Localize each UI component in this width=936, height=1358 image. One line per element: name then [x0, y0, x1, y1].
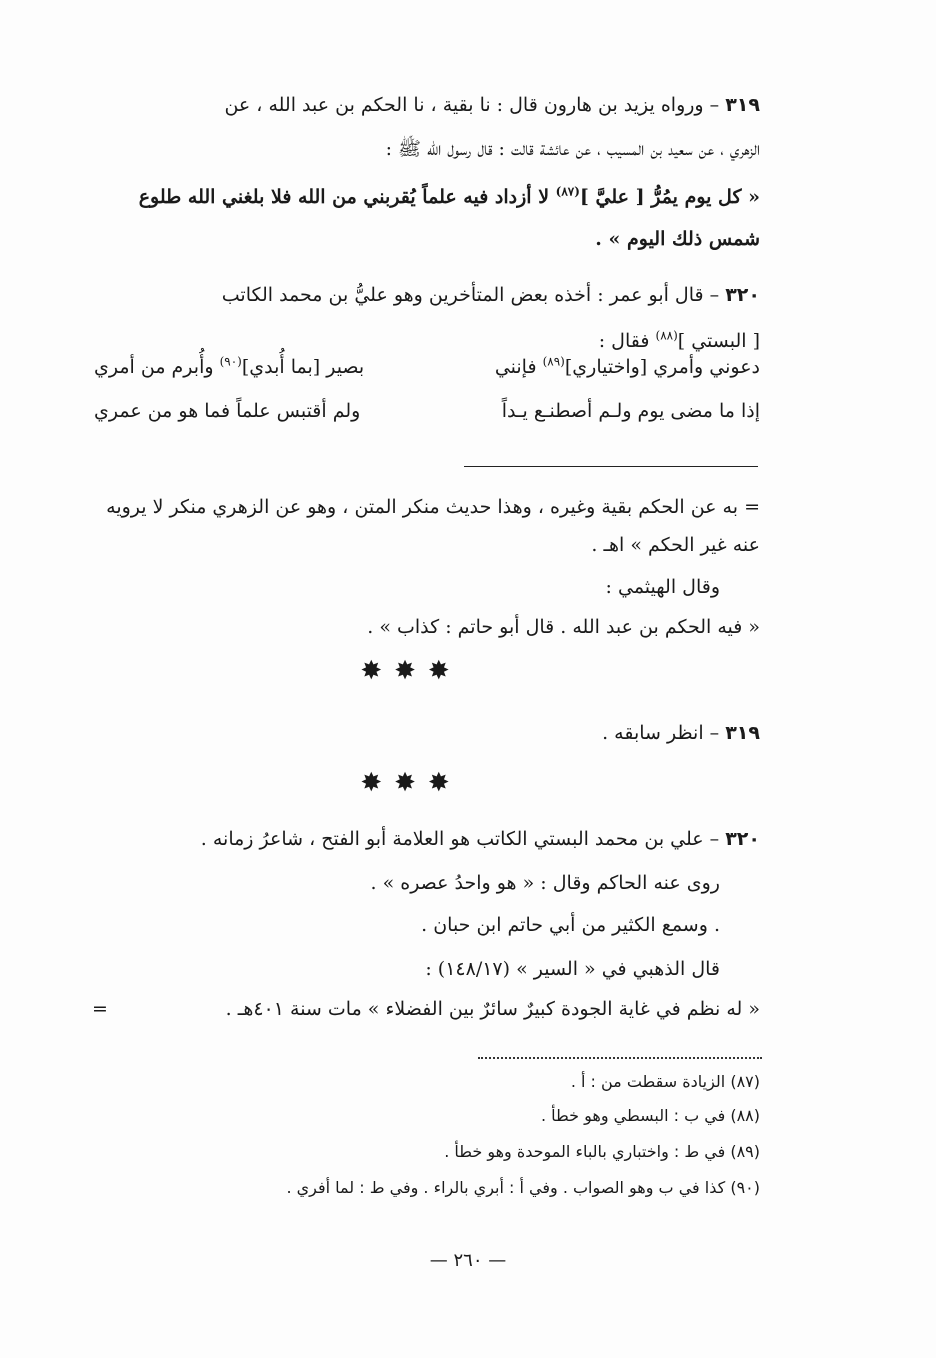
entry-320-line1 — [62, 272, 760, 318]
verse2-second-hemistich: ولم أقتبس علماً فما هو من عمري — [94, 400, 361, 422]
commentary-quote: « فيه الحكم بن عبد الله . قال أبو حاتم : كذاب » . — [367, 616, 760, 638]
verse2-first-hemistich: إذا ما مضى يوم ولـم أصطنـع يـداً — [501, 400, 760, 422]
entry-number: ٣٢٠ — [725, 828, 760, 850]
note-320-line4: قال الذهبي في « السير » (١٤٨/١٧) : — [425, 958, 720, 980]
note-text: – انظر سابقه . — [602, 722, 720, 744]
verse1-first-hemistich — [495, 356, 760, 378]
footnote-ref: (٨٨) — [655, 328, 678, 343]
note-320-line3: . وسمع الكثير من أبي حاتم ابن حبان . — [421, 914, 720, 936]
commentary-line: وقال الهيثمي : — [605, 576, 720, 598]
footnote-88: (٨٨) في ب : البسطي وهو خطأ . — [540, 1106, 760, 1125]
entry-319-line1 — [62, 82, 760, 128]
footnote-ref: (٨٧) — [555, 184, 580, 199]
section-divider — [464, 466, 758, 467]
entry-text: [ البستي ] — [677, 330, 760, 352]
footnote-89: (٨٩) في ط : واختباري بالباء الموحدة وهو خطأ . — [444, 1142, 760, 1161]
quote-text: لا أزداد فيه علماً يُقربني من الله فلا بلغني الله طلوع — [138, 186, 556, 208]
entry-number: ٣٢٠ — [725, 284, 760, 306]
note-320-line1 — [62, 816, 760, 862]
verse1-second-hemistich — [94, 356, 364, 378]
page-number: — ٢٦٠ — — [429, 1250, 507, 1271]
note-text: – علي بن محمد البستي الكاتب هو العلامة أبو الفتح ، شاعرُ زمانه . — [200, 828, 720, 850]
entry-text: فقال : — [598, 330, 656, 352]
footnote-ref: (٨٩) — [542, 354, 565, 369]
hadith-quote-line2: شمس ذلك اليوم » . — [595, 228, 760, 250]
footnote-90: (٩٠) كذا في ب وهو الصواب . وفي أ : أبري بالراء . وفي ط : لما أفري . — [286, 1178, 760, 1197]
quote-text: « كل يوم يمُرُّ [ عليَّ ] — [579, 186, 760, 208]
hadith-quote-line1 — [62, 174, 760, 220]
footnote-ref: (٩٠) — [219, 354, 242, 369]
continuation-mark: = — [92, 998, 108, 1020]
footnote-87: (٨٧) الزيادة سقطت من : أ . — [570, 1072, 760, 1091]
note-320-line5 — [62, 986, 760, 1032]
note-text: « له نظم في غاية الجودة كبيرٌ سائرٌ بين الفضلاء » مات سنة ٤٠١هـ . — [225, 998, 760, 1020]
entry-number: ٣١٩ — [725, 722, 760, 744]
footnote-divider — [478, 1057, 762, 1059]
verse-text: فإنني — [494, 356, 543, 378]
entry-319-line2: الزهري ، عن سعيد بن المسيب ، عن عائشة قالت : قال رسول الله ﷺ : — [385, 138, 760, 160]
verse-text: وأُبرم من أمري — [94, 356, 220, 378]
section-ornament: ✸✸✸ — [360, 656, 462, 686]
commentary-line: = به عن الحكم بقية وغيره ، وهذا حديث منكر المتن ، وهو عن الزهري منكر لا يرويه — [106, 496, 760, 518]
note-320-line2: روى عنه الحاكم وقال : « هو واحدُ عصره » . — [370, 872, 720, 894]
verse-text: بصير [بما أُبدي] — [241, 356, 365, 378]
verse-text: دعوني وأمري [واختياري] — [564, 356, 760, 378]
commentary-line: عنه غير الحكم » اهـ . — [591, 534, 760, 556]
entry-number: ٣١٩ — [725, 94, 760, 116]
section-ornament: ✸✸✸ — [360, 768, 462, 798]
entry-text: – قال أبو عمر : أخذه بعض المتأخرين وهو عليُّ بن محمد الكاتب — [221, 284, 720, 306]
entry-text: – ورواه يزيد بن هارون قال : نا بقية ، نا الحكم بن عبد الله ، عن — [224, 94, 720, 116]
note-319 — [62, 710, 760, 756]
